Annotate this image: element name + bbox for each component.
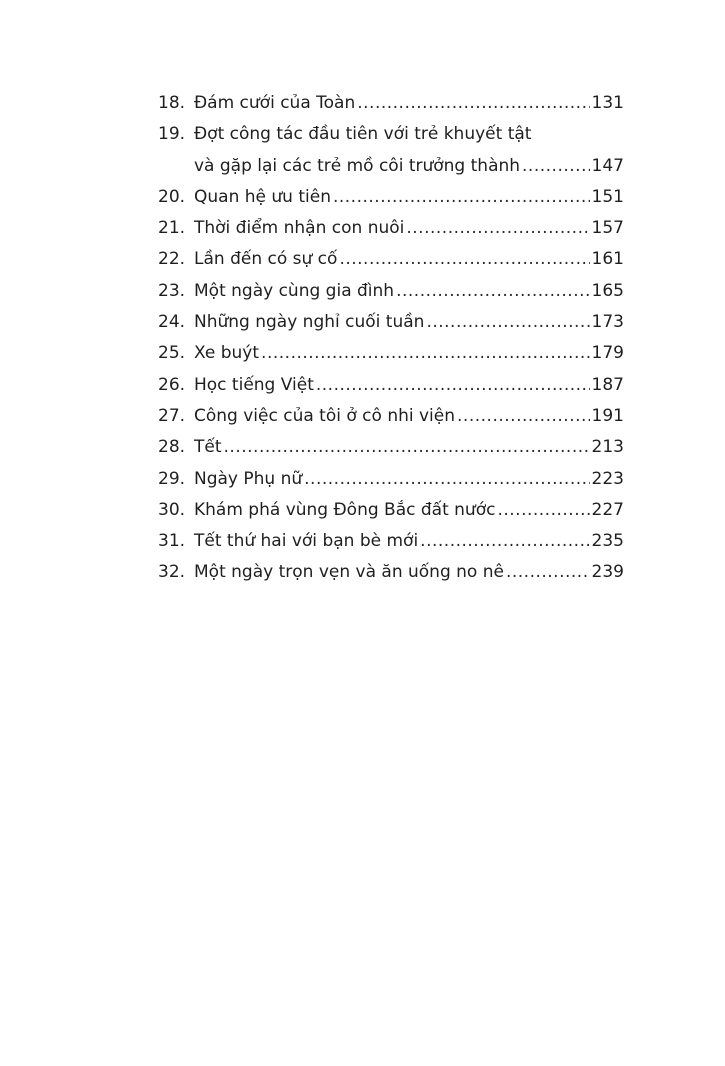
toc-entry-page: 173 [591, 312, 624, 333]
toc-entry-page: 179 [591, 343, 624, 364]
toc-entry-page: 147 [591, 155, 624, 176]
toc-entry-number: 23. [158, 280, 186, 301]
dot-leader [420, 526, 589, 557]
toc-entry-title: Tết [194, 437, 222, 458]
toc-entry-page: 131 [591, 93, 624, 113]
toc-entry-page: 239 [591, 562, 624, 583]
toc-entry-number: 19. [158, 124, 186, 145]
toc-entry-title: Một ngày trọn vẹn và ăn uống no nê [194, 562, 504, 583]
toc-entry-number: 28. [158, 437, 186, 458]
dot-leader [224, 432, 590, 463]
toc-entry-title: Thời điểm nhận con nuôi [194, 218, 405, 239]
toc-entry-page: 223 [591, 468, 624, 489]
toc-entry-title: Học tiếng Việt [194, 374, 314, 395]
toc-entry-page: 187 [591, 374, 624, 395]
toc-entry-title: Lần đến có sự cố [194, 249, 338, 270]
dot-leader [304, 464, 589, 495]
dot-leader [406, 213, 589, 244]
toc-entry [158, 307, 624, 338]
toc-entry [158, 244, 624, 275]
table-of-contents [158, 88, 624, 589]
toc-entry-title: Công việc của tôi ở cô nhi viện [194, 405, 456, 426]
dot-leader [339, 244, 589, 275]
toc-entry-title: Đám cưới của Toàn [194, 93, 356, 113]
toc-entry-page: 161 [591, 249, 624, 270]
toc-entry [158, 213, 624, 244]
toc-entry [158, 370, 624, 401]
toc-entry-page: 235 [591, 531, 624, 552]
dot-leader [261, 338, 590, 369]
toc-entry [158, 401, 624, 432]
toc-entry-title: Quan hệ ưu tiên [194, 186, 331, 207]
toc-entry-title: Ngày Phụ nữ [194, 468, 303, 489]
toc-entry [158, 495, 624, 526]
toc-entry-title: Đợt công tác đầu tiên với trẻ khuyết tật [194, 124, 532, 145]
dot-leader [396, 276, 589, 307]
toc-entry-title: Tết thứ hai với bạn bè mới [194, 531, 419, 552]
toc-entry [158, 432, 624, 463]
toc-entry-page: 191 [591, 405, 624, 426]
toc-entry-page: 165 [591, 280, 624, 301]
toc-entry-title: Một ngày cùng gia đình [194, 280, 395, 301]
toc-entry-page: 157 [591, 218, 624, 239]
toc-entry [158, 88, 624, 119]
toc-entry-number: 27. [158, 405, 186, 426]
toc-entry-number: 31. [158, 531, 186, 552]
dot-leader [316, 370, 590, 401]
toc-entry-continuation [158, 151, 624, 182]
dot-leader [426, 307, 589, 338]
toc-entry-page: 227 [591, 499, 624, 520]
dot-leader [522, 151, 590, 182]
dot-leader [497, 495, 589, 526]
toc-entry-title-continuation: và gặp lại các trẻ mồ côi trưởng thành [194, 155, 521, 176]
toc-entry-number: 26. [158, 374, 186, 395]
toc-entry-title: Xe buýt [194, 343, 260, 364]
toc-entry-page: 151 [591, 186, 624, 207]
toc-entry-title: Khám phá vùng Đông Bắc đất nước [194, 499, 496, 520]
toc-entry [158, 526, 624, 557]
toc-entry [158, 338, 624, 369]
toc-entry-number: 30. [158, 499, 186, 520]
dot-leader [506, 557, 590, 588]
dot-leader [357, 88, 589, 119]
toc-entry-number: 29. [158, 468, 186, 489]
toc-entry-number: 18. [158, 93, 186, 113]
dot-leader [457, 401, 590, 432]
toc-entry-page: 213 [591, 437, 624, 458]
toc-entry-number: 24. [158, 312, 186, 333]
toc-entry-number: 21. [158, 218, 186, 239]
toc-entry [158, 276, 624, 307]
dot-leader [333, 182, 590, 213]
toc-entry-number: 22. [158, 249, 186, 270]
toc-entry [158, 182, 624, 213]
toc-entry [158, 464, 624, 495]
toc-entry-title: Những ngày nghỉ cuối tuần [194, 312, 425, 333]
toc-entry [158, 557, 624, 588]
toc-entry-number: 25. [158, 343, 186, 364]
toc-entry-number: 20. [158, 186, 186, 207]
toc-entry-number: 32. [158, 562, 186, 583]
toc-entry [158, 119, 624, 150]
